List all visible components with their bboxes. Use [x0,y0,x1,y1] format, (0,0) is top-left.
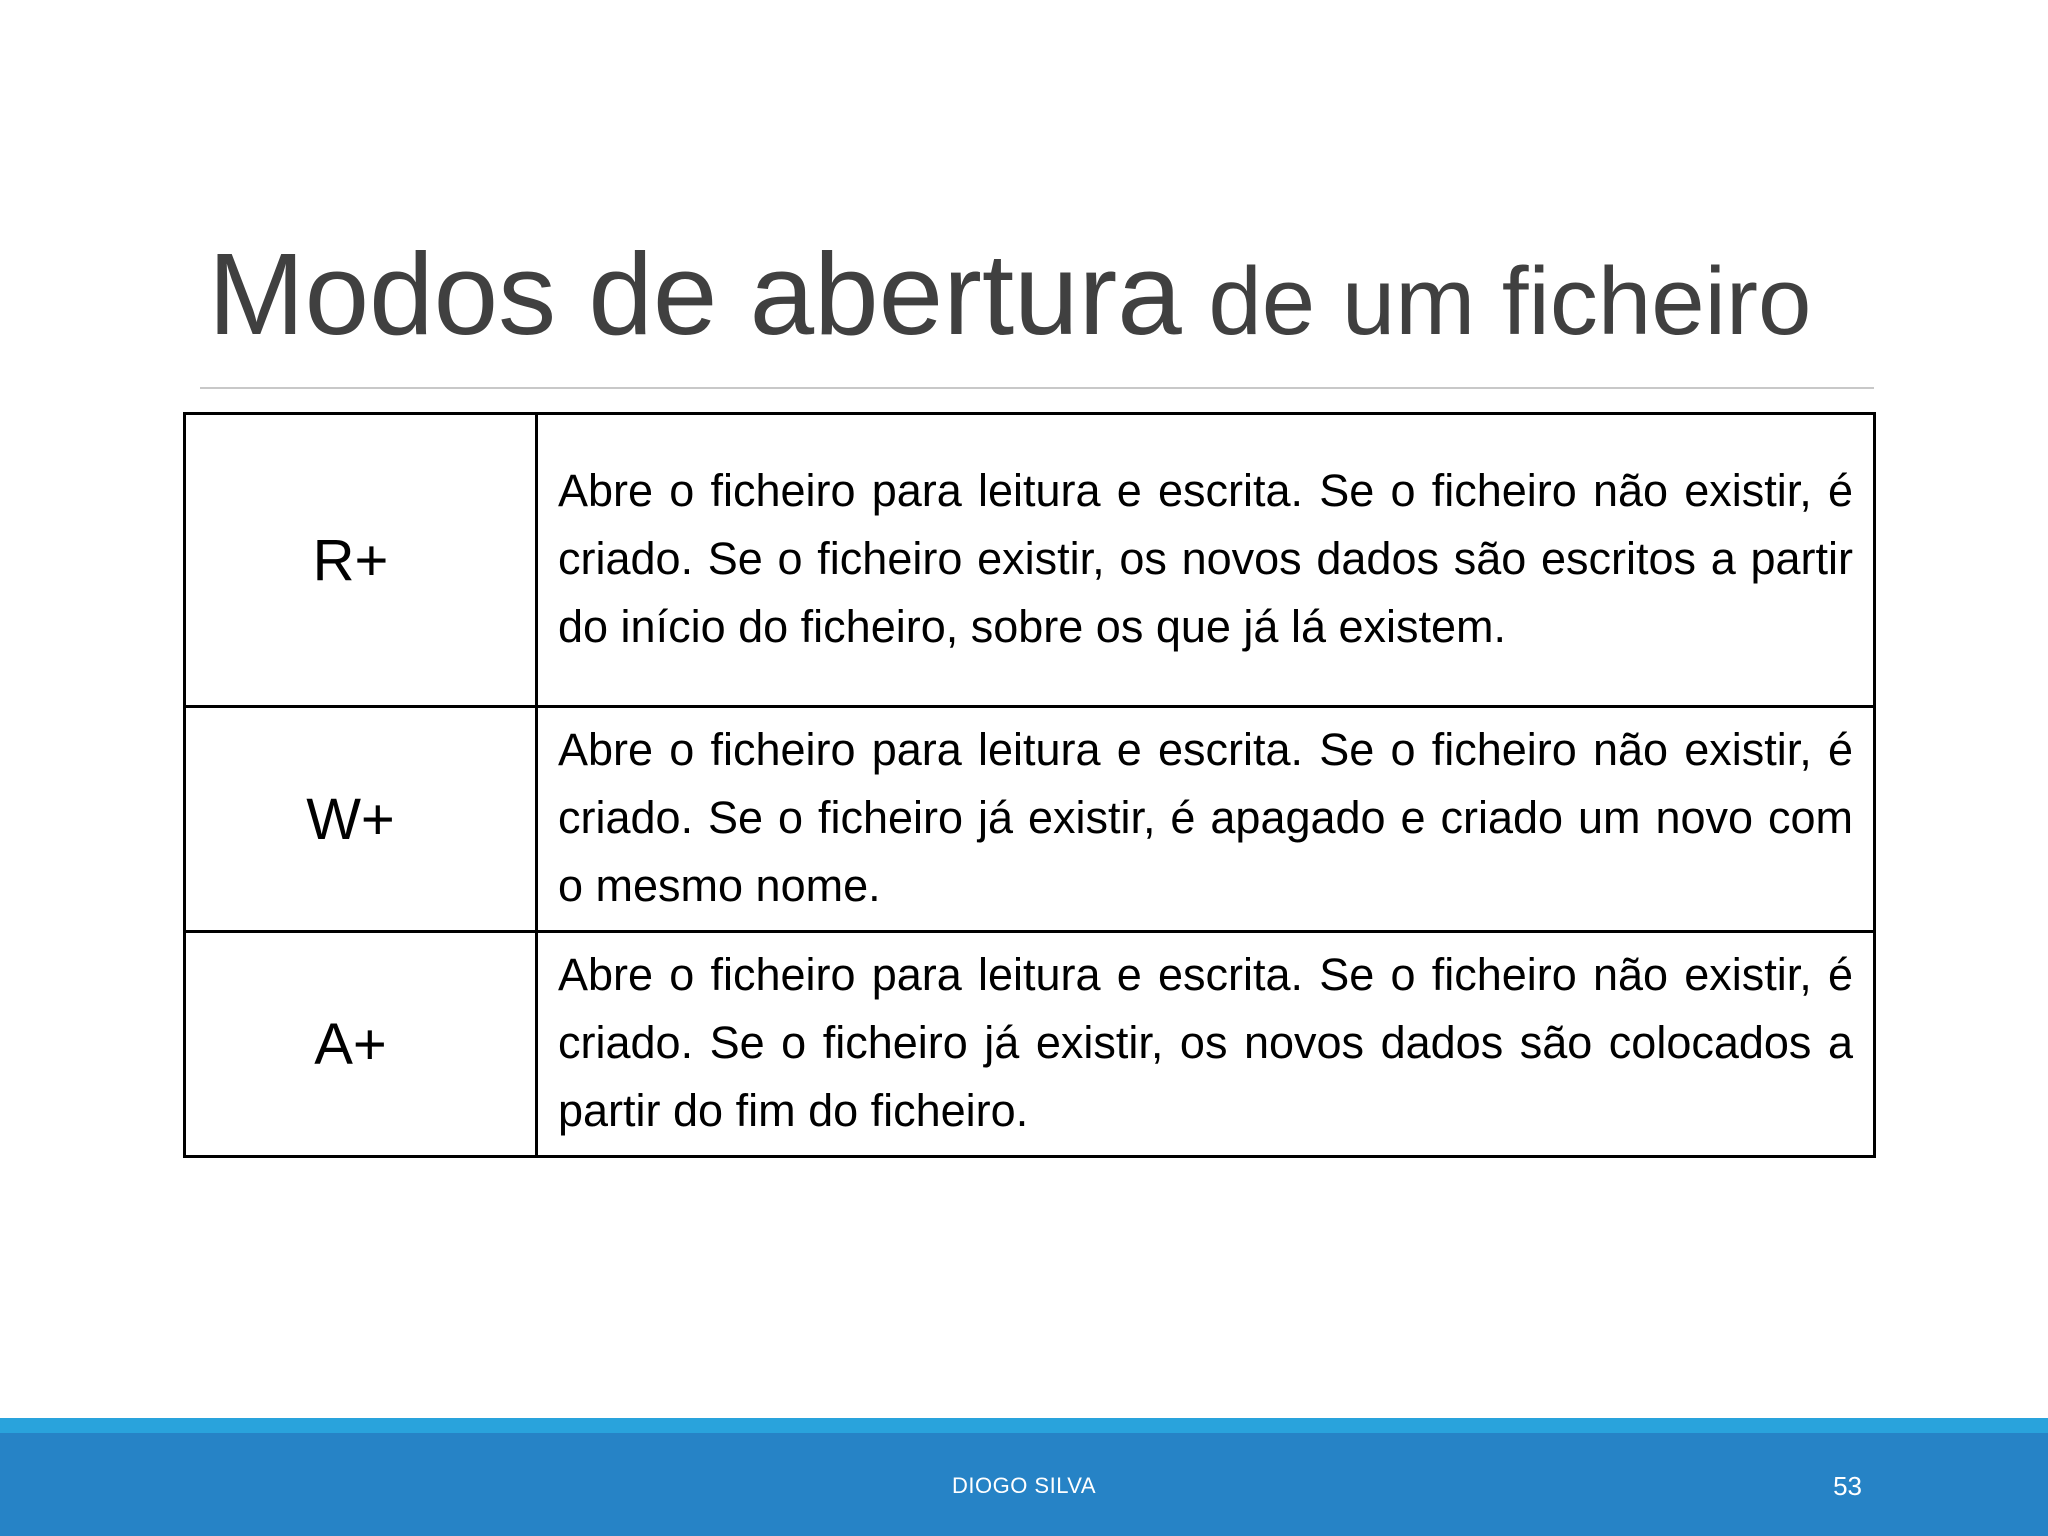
footer-author: DIOGO SILVA [951,1473,1097,1498]
table-row [185,707,1875,932]
title-main: Modos de abertura [208,229,1182,359]
title-divider [200,387,1874,389]
page-number: 53 [1833,1471,1862,1501]
table-row [185,932,1875,1157]
footer [0,1433,2048,1536]
title-sub: de um ficheiro [1181,248,1812,355]
mode-cell: A+ [185,932,537,1157]
mode-cell: R+ [185,414,537,707]
mode-cell: W+ [185,707,537,932]
modes-table [183,412,1876,1158]
table-row [185,414,1875,707]
footer-accent-band [0,1418,2048,1433]
description-cell: Abre o ficheiro para leitura e escrita. Se o ficheiro não existir, é criado. Se o ficheiro já existir, é apagado e criado um novo com o mesmo nome. [537,707,1875,932]
description-cell: Abre o ficheiro para leitura e escrita. Se o ficheiro não existir, é criado. Se o ficheiro já existir, os novos dados são colocados a partir do fim do ficheiro. [537,932,1875,1157]
slide-title [208,229,1908,359]
description-cell: Abre o ficheiro para leitura e escrita. Se o ficheiro não existir, é criado. Se o ficheiro existir, os novos dados são escritos a partir do início do ficheiro, sobre os que já lá existem. [537,414,1875,707]
